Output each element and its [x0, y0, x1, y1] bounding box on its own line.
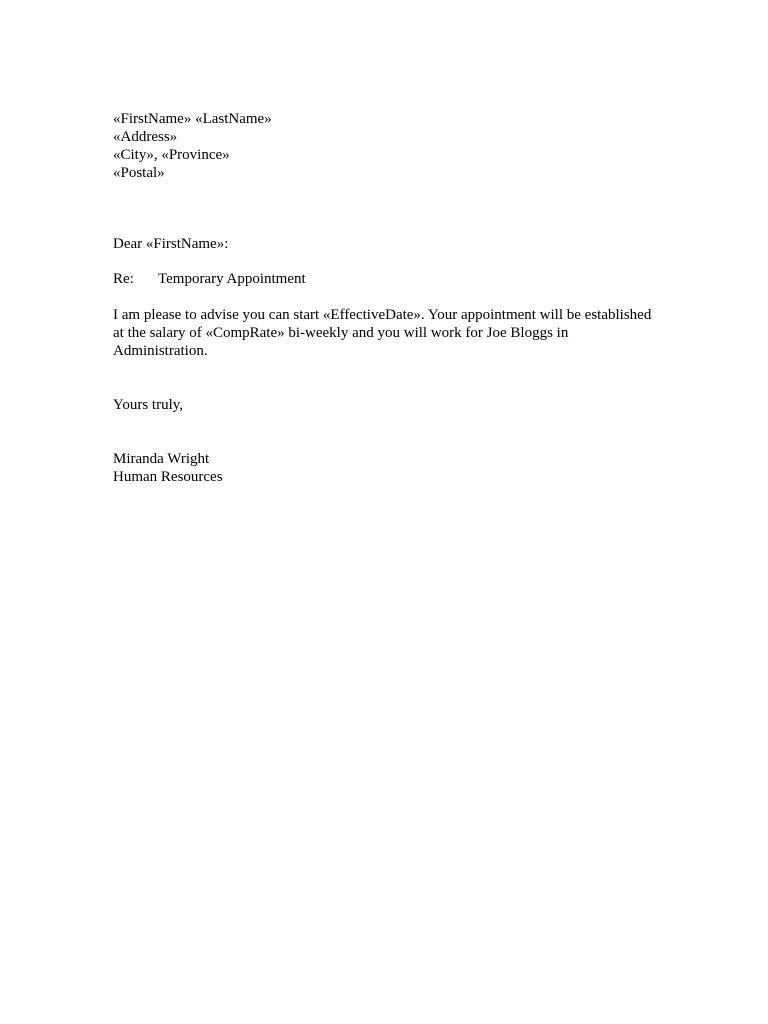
subject-label: Re: [113, 271, 134, 287]
closing: Yours truly, [113, 397, 184, 413]
letter-body [113, 110, 658, 486]
recipient-address: «Address» [113, 129, 178, 145]
body-paragraph: I am please to advise you can start «EffectiveDate». Your appointment will be established at the salary of «CompRate» bi-weekly and you will work for Joe Bloggs in Administration. [113, 307, 652, 359]
signer-department: Human Resources [113, 469, 223, 485]
subject-line [113, 270, 658, 288]
signature-block [113, 450, 658, 486]
signer-name: Miranda Wright [113, 451, 210, 467]
recipient-postal: «Postal» [113, 165, 165, 181]
salutation: Dear «FirstName»: [113, 236, 229, 252]
subject-text: Temporary Appointment [158, 271, 306, 287]
recipient-address-block [113, 110, 658, 182]
recipient-city-province: «City», «Province» [113, 147, 230, 163]
recipient-name: «FirstName» «LastName» [113, 111, 272, 127]
